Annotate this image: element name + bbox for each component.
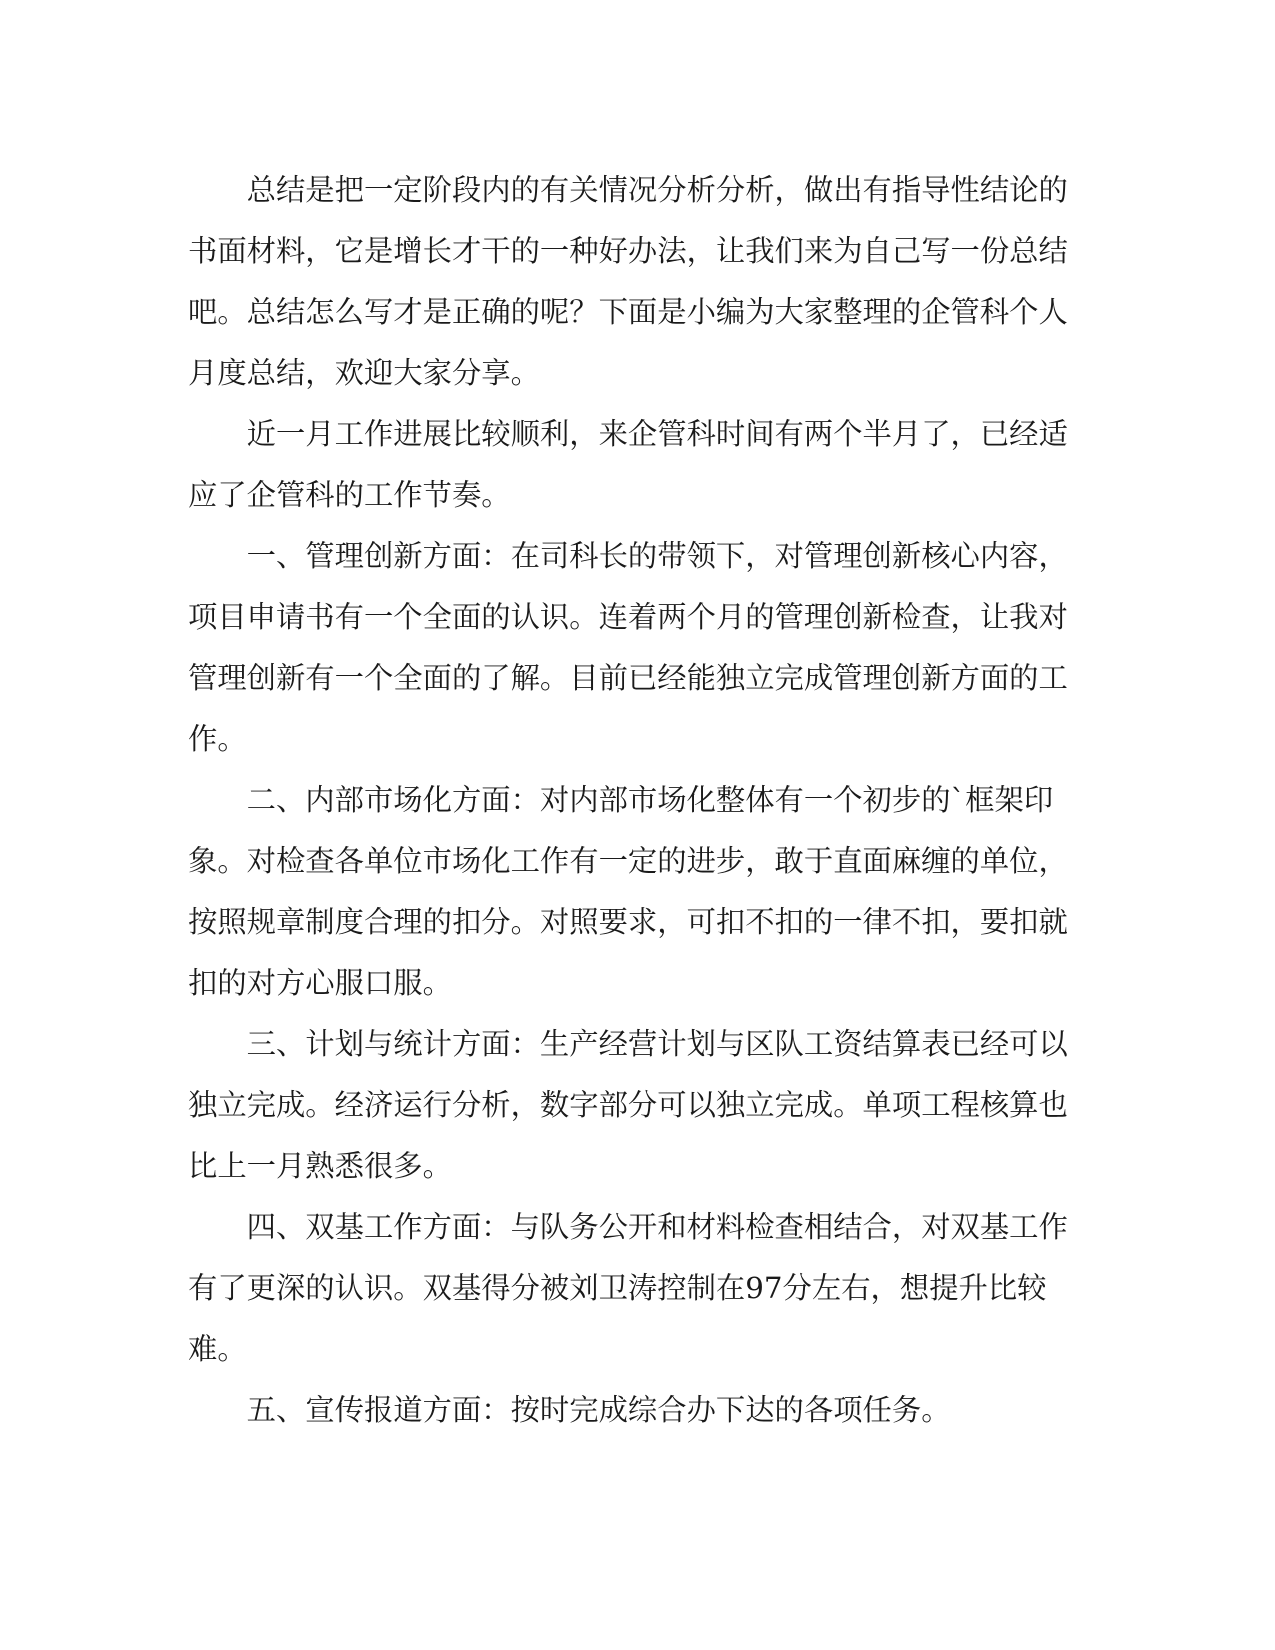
- paragraph-dual-foundation: 四、双基工作方面：与队务公开和材料检查相结合，对双基工作有了更深的认识。双基得分被刘卫涛控制在97分左右，想提升比较难。: [188, 1210, 1068, 1366]
- paragraph-publicity: 五、宣传报道方面：按时完成综合办下达的各项任务。: [246, 1393, 951, 1427]
- paragraph-overview: 近一月工作进展比较顺利，来企管科时间有两个半月了，已经适应了企管科的工作节奏。: [188, 417, 1068, 512]
- paragraph-management-innovation: 一、管理创新方面：在司科长的带领下，对管理创新核心内容，项目申请书有一个全面的认识。连着两个月的管理创新检查，让我对管理创新有一个全面的了解。目前已经能独立完成管理创新方面的工作。: [188, 539, 1068, 756]
- paragraph-internal-market: 二、内部市场化方面：对内部市场化整体有一个初步的`框架印象。对检查各单位市场化工作有一定的进步，敢于直面麻缠的单位，按照规章制度合理的扣分。对照要求，可扣不扣的一律不扣，要扣就扣的对方心服口服。: [188, 783, 1068, 1000]
- document-body: [188, 160, 1068, 1441]
- paragraph-planning-statistics: 三、计划与统计方面：生产经营计划与区队工资结算表已经可以独立完成。经济运行分析，数字部分可以独立完成。单项工程核算也比上一月熟悉很多。: [188, 1027, 1068, 1183]
- paragraph-intro: 总结是把一定阶段内的有关情况分析分析，做出有指导性结论的书面材料，它是增长才干的一种好办法，让我们来为自己写一份总结吧。总结怎么写才是正确的呢？下面是小编为大家整理的企管科个人月度总结，欢迎大家分享。: [188, 173, 1068, 390]
